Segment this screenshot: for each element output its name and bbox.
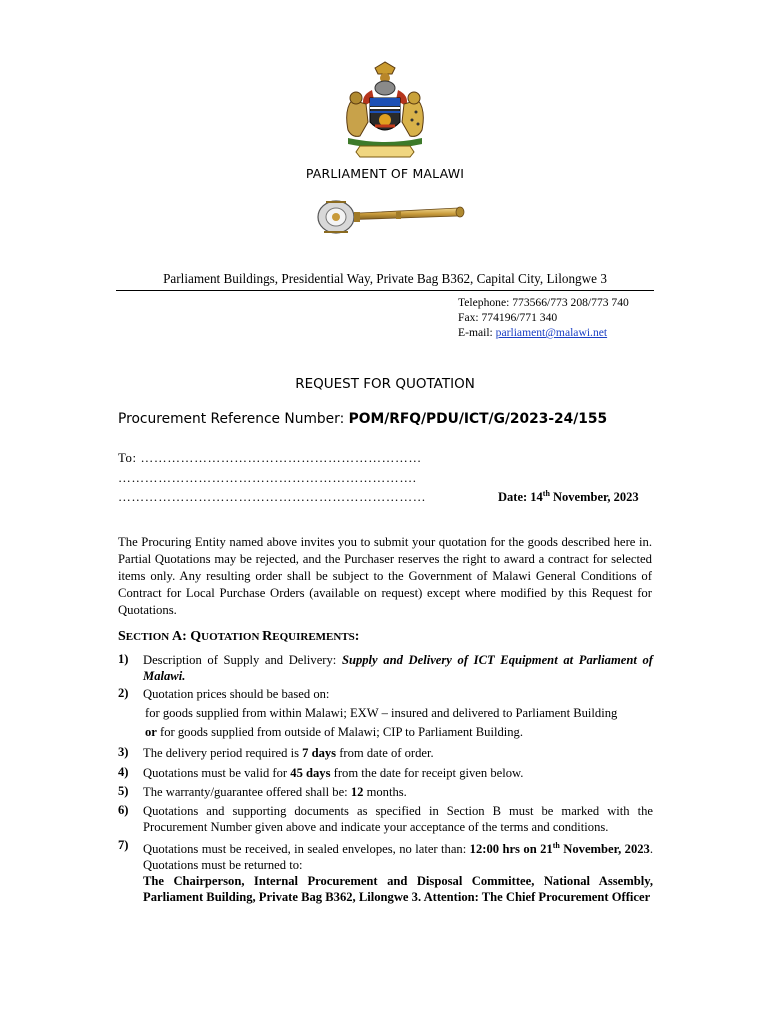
item-bold: 12 [350,785,364,799]
telephone-line: Telephone: 773566/773 208/773 740 [458,296,629,309]
heading-part: ECTION [125,631,172,643]
item-number: 5) [118,784,129,798]
address-line: Parliament Buildings, Presidential Way, Private Bag B362, Capital City, Lilongwe 3 [163,271,607,286]
item-6: Quotations and supporting documents as specified in Section B must be marked with the Procurement Number given above and indicate your acceptance of the terms and conditions. [143,804,653,834]
date-label: Date: [498,490,531,505]
return-address: The Chairperson, Internal Procurement and Disposal Committee, National Assembly, Parliament Building, Private Bag B362, Lilongwe 3. Attention: The Chief Procurement Officer [143,874,653,904]
or-keyword: or [145,725,157,739]
recipient-line-3: …………………………………………………………… [118,490,427,504]
item-text: Quotations must be received, in sealed envelopes, no later than: [143,842,470,857]
item-3 [143,745,653,761]
item-number: 4) [118,765,129,779]
item-text: Quotations must be valid for [143,766,291,780]
item-bold: 45 days [290,766,331,780]
date-field [498,489,639,505]
date-day: 14 [530,490,543,505]
item-4 [143,765,653,781]
email-line [458,326,607,339]
item-5 [143,784,653,800]
item-number: 2) [118,686,129,700]
item-bold: November, 2023 [559,842,650,857]
recipient-line-1: To: ……………………………………………………… [118,451,422,465]
email-label: E-mail: [458,326,496,339]
date-suffix: th [542,489,550,498]
heading-part: UOTATION [201,631,263,643]
item-text: Description of Supply and Delivery: [143,653,342,667]
item-number: 3) [118,745,129,759]
item-text: from date of order. [336,746,434,760]
organization-name: PARLIAMENT OF MALAWI [305,166,465,181]
item-2-sub-1: for goods supplied from within Malawi; EXW – insured and delivered to Parliament Building [145,706,618,720]
item-text: for goods supplied from outside of Malawi; CIP to Parliament Building. [156,725,524,739]
date-rest: November, 2023 [549,490,639,505]
item-bold: th [552,841,560,850]
email-link[interactable]: parliament@malawi.net [495,326,608,339]
item-text: The delivery period required is [143,746,303,760]
item-2-sub-2 [145,725,523,740]
intro-paragraph: The Procuring Entity named above invites you to submit your quotation for the goods described here in. Partial Quotations may be rejected, and the Purchaser reserves the right to award a contract for selected items only. Any resulting order shall be subject to the Government of Malawi General Conditions of Contract for Local Purchase Orders (available on request) except where modified by this Request for Quotations. [118,535,652,617]
recipient-line-2: …………………………………………………………. [118,471,417,485]
fax-line: Fax: 774196/771 340 [458,311,558,324]
heading-part: : [354,629,360,644]
heading-part: R [262,629,273,644]
procurement-reference [118,411,607,427]
header-divider [116,290,654,291]
mace-icon [300,192,470,242]
section-a-heading [118,629,359,645]
item-text: . Quotations must be returned to: [143,842,653,873]
item-text: The warranty/guarantee offered shall be: [143,785,351,799]
item-7 [143,838,653,873]
item-emphasis: Supply and Delivery of ICT Equipment at Parliament of Malawi. [143,653,653,683]
item-number: 7) [118,838,129,852]
item-number: 1) [118,652,129,666]
heading-part: A: Q [171,629,202,644]
item-1 [143,652,653,684]
item-text: months. [363,785,407,799]
document-title: REQUEST FOR QUOTATION [295,376,475,392]
reference-number: POM/RFQ/PDU/ICT/G/2023-24/155 [348,411,608,427]
item-text: from the date for receipt given below. [330,766,524,780]
heading-part: EQUIREMENTS [272,631,355,643]
item-number: 6) [118,803,129,817]
heading-part: S [118,629,126,644]
item-2: Quotation prices should be based on: [143,687,330,701]
coat-of-arms-icon [330,60,440,160]
item-bold: 12:00 hrs on 21 [469,842,553,857]
item-bold: 7 days [302,746,337,760]
reference-label: Procurement Reference Number: [118,411,349,427]
